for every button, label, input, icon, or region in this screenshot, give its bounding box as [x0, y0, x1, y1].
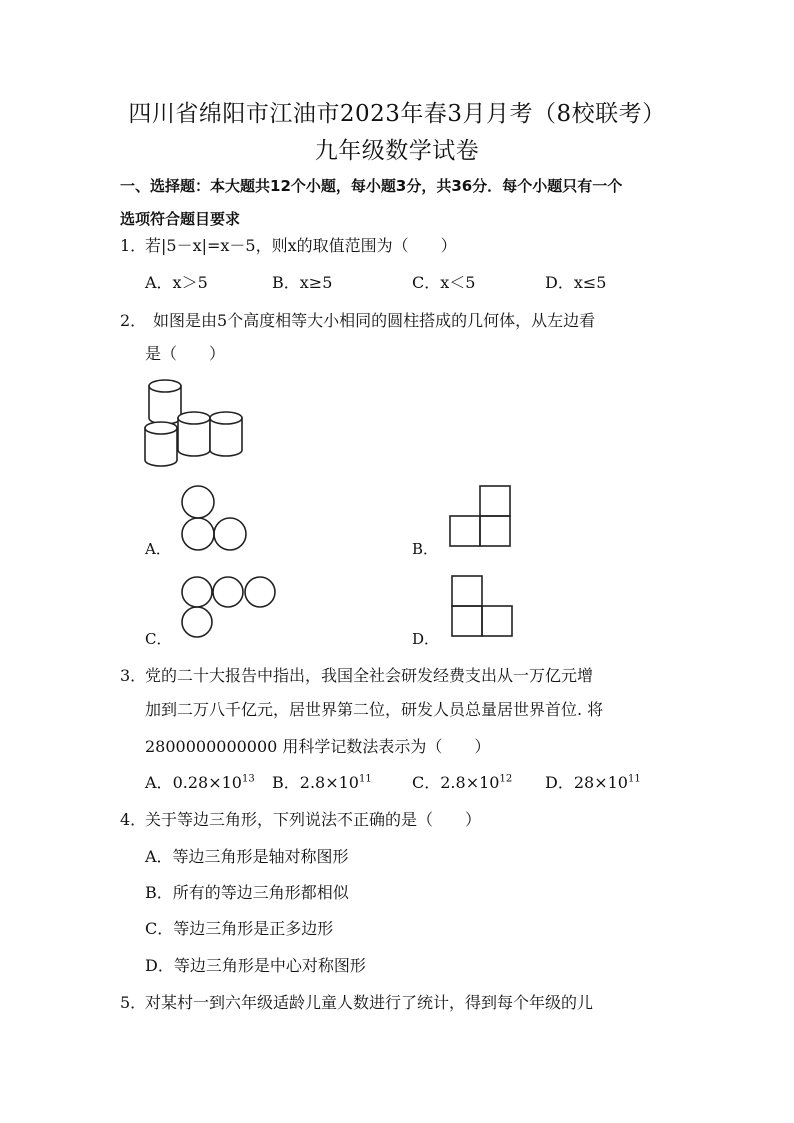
option-d: D．x≤5: [545, 273, 607, 292]
question-number: 1．: [120, 236, 147, 255]
question-stem: 对某村一到六年级适龄儿童人数进行了统计，得到每个年级的儿: [145, 993, 594, 1012]
option-b: B．$2.8\times 10^{11}$: [272, 773, 372, 792]
three-circles-icon: [180, 484, 250, 550]
section-heading: 一、选择题：本大题共12个小题，每小题3分，共36分．每个小题只有一个: [120, 177, 623, 195]
question-number: 5．: [120, 993, 147, 1012]
four-circles-icon: [180, 575, 280, 639]
option-b-label: B．: [412, 540, 439, 558]
option-c: C．$2.8\times 10^{12}$: [412, 773, 513, 792]
option-d: D．等边三角形是中心对称图形: [145, 956, 366, 975]
question-stem-cont: 2800000000000 用科学记数法表示为（ ）: [145, 737, 491, 756]
question-number: 2．: [120, 311, 147, 330]
cylinder-icon: [145, 422, 177, 466]
question-stem: 若|5－x|=x－5，则x的取值范围为（ ）: [145, 236, 457, 255]
cylinder-icon: [178, 412, 210, 456]
option-c: C．等边三角形是正多边形: [145, 919, 334, 938]
option-c: C．x＜5: [412, 273, 476, 292]
option-b: B．x≥5: [272, 273, 333, 292]
option-a-label: A．: [145, 540, 171, 558]
option-c-label: C．: [145, 630, 172, 648]
question-number: 4．: [120, 810, 147, 829]
option-a: A．x＞5: [145, 273, 208, 292]
option-d-label: D．: [412, 630, 440, 648]
option-d: D．$28\times 10^{11}$: [545, 773, 641, 792]
question-stem-cont: 加到二万八千亿元，居世界第二位，研发人员总量居世界首位. 将: [145, 700, 604, 719]
page-title: 四川省绵阳市江油市2023年春3月月考（8校联考）: [128, 101, 666, 127]
option-a: A．等边三角形是轴对称图形: [145, 847, 349, 866]
cylinder-icon: [210, 412, 242, 456]
section-heading-cont: 选项符合题目要求: [120, 210, 241, 228]
question-stem-cont: 是（ ）: [145, 344, 226, 363]
question-stem: 关于等边三角形，下列说法不正确的是（ ）: [145, 810, 482, 829]
three-squares-icon: [448, 485, 512, 549]
stacked-cylinders-figure: [140, 378, 250, 470]
question-stem: 如图是由5个高度相等大小相同的圆柱搭成的几何体，从左边看: [153, 311, 596, 330]
page-subtitle: 九年级数学试卷: [314, 138, 480, 164]
cylinder-icon: [149, 380, 181, 424]
three-squares-icon: [450, 575, 514, 639]
question-stem: 党的二十大报告中指出，我国全社会研发经费支出从一万亿元增: [145, 666, 594, 685]
question-number: 3．: [120, 666, 147, 685]
option-b: B．所有的等边三角形都相似: [145, 883, 349, 902]
option-a: A．$0.28\times 10^{13}$: [145, 773, 255, 792]
